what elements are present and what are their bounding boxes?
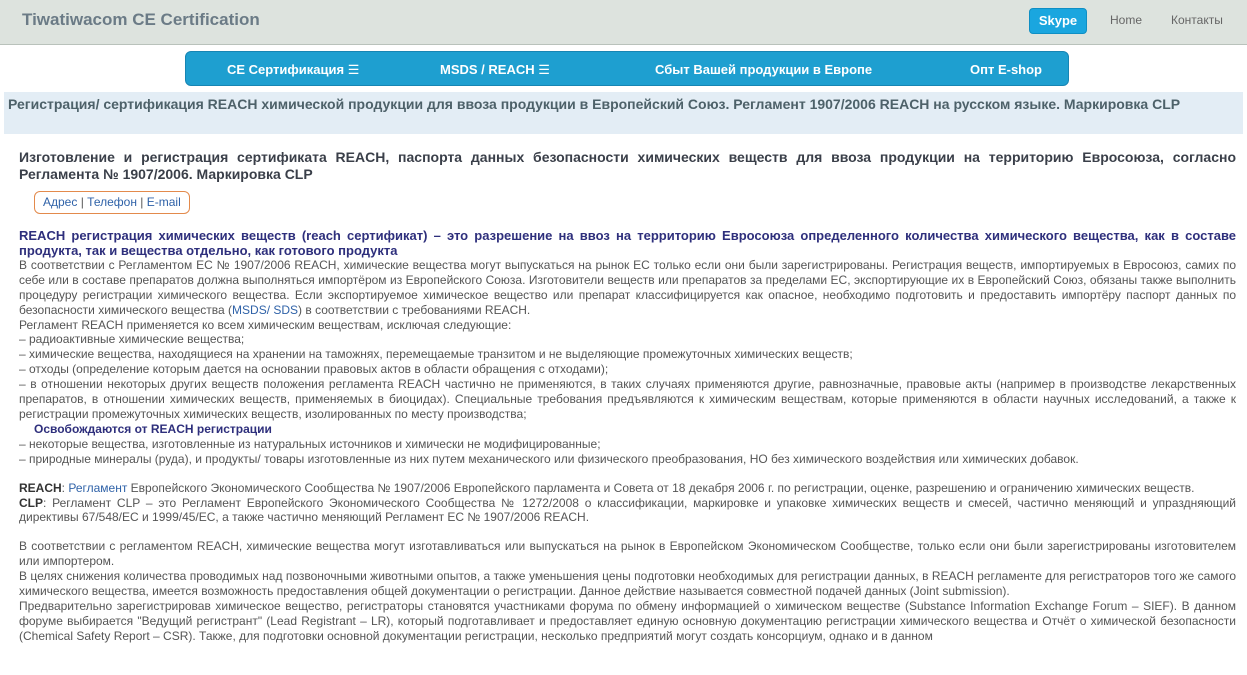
nav-label: CE Сертификация [227, 62, 345, 77]
paragraph: Предварительно зарегистрировав химическое вещество, регистраторы становятся участниками форума по обмену информацией о химическом веществе (Substance Information Exchange Forum – SIEF). В данном форуме выбирается "Ведущий регистрант" (Lead Registrant – LR), который подготавливает и предоставляет единую основную документацию регистрации химического вещества и Отчёт о химической безопасности (Chemical Safety Report – CSR). Также, для подготовки основной документации регистрации, несколько предприятий могут создать консорциум, однако и в данном [19, 598, 1236, 643]
paragraph: В соответствии с регламентом REACH, химические вещества могут изготавливаться или выпускаться на рынок в Европейском Экономическом Сообществе, только если они были зарегистрированы изготовителем или импортером. [19, 539, 1236, 569]
separator: | [140, 195, 144, 209]
paragraph: В целях снижения количества проводимых над позвоночными животными опытов, а также уменьшения цены подготовки необходимых для регистрации данных, в REACH регламенте для регистраторов того же самого химического вещества, имеется возможность предоставления общей документации о регистрации. Данное действие называется совместной подачей данных (Joint submission). [19, 569, 1236, 599]
nav-msds-reach[interactable] [440, 52, 550, 85]
list-item: – некоторые вещества, изготовленные из натуральных источников и химически не модифицированные; [19, 436, 601, 451]
skype-button[interactable]: Skype [1029, 8, 1087, 34]
menu-icon: ☰ [538, 62, 550, 77]
home-link[interactable]: Home [1110, 13, 1143, 27]
top-bar [0, 0, 1247, 45]
list-item: – в отношении некоторых других веществ положения регламента REACH частично не применяются, в таких случаях применяются другие, равнозначные, правовые акты (например в производстве лекарственных препаратов, в отношении химических веществ, применяемых в биоцидах). Специальные требования предъявляются к химическим веществам, которые применяются в области научных исследований, а также к регистрации промежуточных химических веществ, изолированных по месту производства; [19, 377, 1236, 421]
reach-definition: REACH: Регламент Европейского Экономического Сообщества № 1907/2006 Европейского парламента и Совета от 18 декабря 2006 г. по регистрации, оценке, разрешению и ограничению химических веществ. [19, 480, 1195, 495]
nav-label: MSDS / REACH [440, 62, 535, 77]
exempt-heading: Освобождаются от REACH регистрации [34, 421, 272, 436]
text: В соответствии с Регламентом ЕС № 1907/2006 REACH, химические вещества могут выпускаться на рынок ЕС только если они были зарегистрированы. Регистрация веществ, импортируемых в Евросоюз, самих по себе или в составе препаратов должна выполняться импортёром из Европейского Союза. Изготовители веществ или препаратов за пределами ЕС, экспортирующие их в Европейский Союз, обязаны также выполнить процедуру регистрации химического вещества. Если экспортируемое химическое вещество или препарат классифицируется как опасное, необходимо подготовить и предоставить импортёру паспорт данных по безопасности химического вещества ( [19, 257, 1236, 317]
reach-label: REACH [19, 480, 62, 495]
reach-subheading: REACH регистрация химических веществ (reach сертификат) – это разрешение на ввоз на территорию Евросоюза определенного количества химического вещества, как в составе продукта, так и вещества отдельно, как готового продукта [19, 227, 1236, 258]
list-item: – природные минералы (руда), и продукты/ товары изготовленные из них путем механического или физического преобразования, НО без химического воздействия или химических добавок. [19, 451, 1079, 466]
text: Европейского Экономического Сообщества № 1907/2006 Европейского парламента и Совета от 18 декабря 2006 г. по регистрации, оценке, разрешению и ограничению химических веществ. [127, 480, 1195, 495]
address-link[interactable]: Адрес [43, 195, 78, 209]
contacts-link[interactable]: Контакты [1171, 13, 1223, 27]
menu-icon: ☰ [347, 62, 360, 77]
phone-link[interactable]: Телефон [87, 195, 137, 209]
clp-label: CLP [19, 495, 43, 510]
text: ) в соответствии с требованиями REACH. [298, 302, 531, 317]
paragraph-scope: Регламент REACH применяется ко всем химическим веществам, исключая следующие: [19, 317, 512, 332]
contact-box [34, 191, 190, 214]
site-brand[interactable]: Tiwatiwacom CE Certification [22, 10, 260, 29]
msds-link[interactable]: MSDS/ SDS [232, 302, 299, 317]
article-heading: Изготовление и регистрация сертификата REACH, паспорта данных безопасности химических веществ для ввоза продукции на территорию Евросоюза, согласно Регламента № 1907/2006. Маркировка CLP [19, 149, 1236, 182]
regulation-link[interactable]: Регламент [68, 480, 128, 495]
paragraph-intro [19, 258, 1236, 318]
list-item: – химические вещества, находящиеся на хранении на таможнях, перемещаемые транзитом и не выделяющие промежуточных химических веществ; [19, 347, 853, 362]
nav-ce-certification[interactable] [227, 52, 359, 85]
page-title: Регистрация/ сертификация REACH химической продукции для ввоза продукции в Европейский Союз. Регламент 1907/2006 REACH на русском языке. Маркировка CLP [8, 96, 1181, 112]
separator: | [80, 195, 84, 209]
main-nav [185, 51, 1069, 86]
main-content [19, 149, 1236, 644]
text: : Регламент CLP – это Регламент Европейского Экономического Сообщества № 1272/2008 о классификации, маркировке и упаковке химических веществ и смесей, частично меняющий и упраздняющий директивы 67/548/EC и 1999/45/EC, а также частично меняющий Регламент ЕС № 1907/2006 REACH. [19, 495, 1236, 525]
nav-sales-europe[interactable]: Сбыт Вашей продукции в Европе [655, 62, 873, 77]
page-banner [4, 92, 1243, 134]
list-item: – радиоактивные химические вещества; [19, 332, 245, 347]
nav-eshop[interactable]: Опт E-shop [970, 62, 1042, 77]
clp-definition [19, 496, 1236, 526]
email-link[interactable]: E-mail [146, 195, 181, 209]
list-item: – отходы (определение которым дается на основании правовых актов в области обращения с отходами); [19, 362, 609, 377]
